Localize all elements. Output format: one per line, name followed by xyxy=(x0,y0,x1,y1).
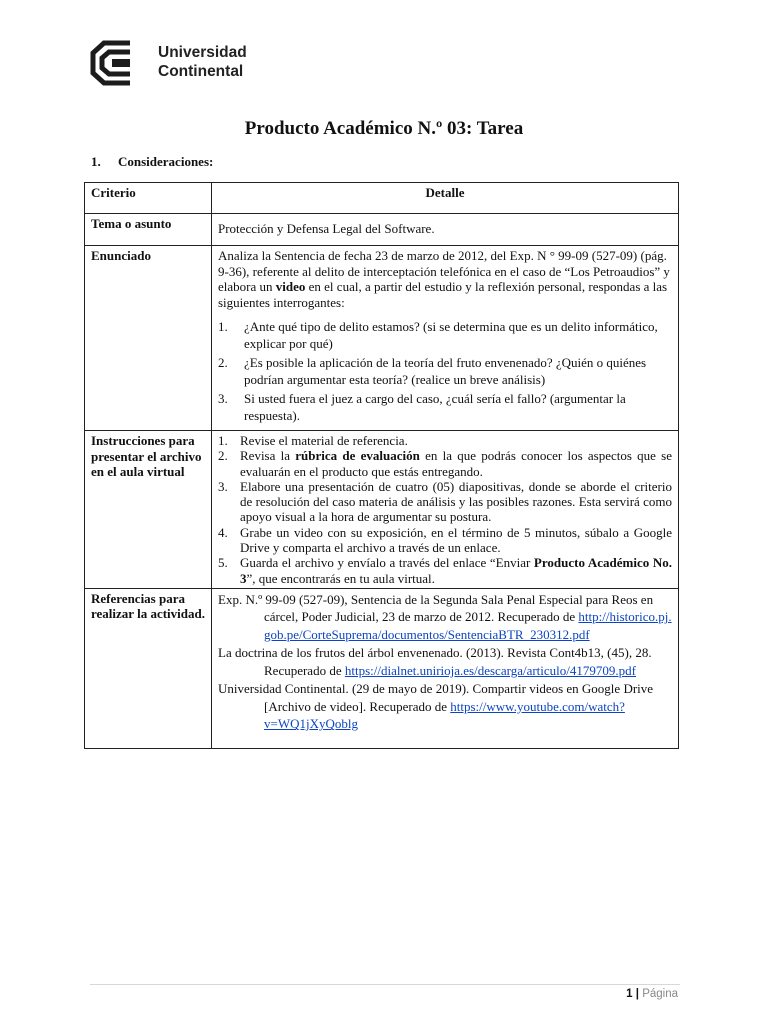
row-referencias xyxy=(85,588,679,748)
instruction-text-b: ”, que encontrarás en tu aula virtual. xyxy=(246,570,435,586)
list-item xyxy=(218,354,672,388)
question-text: ¿Es posible la aplicación de la teoría del fruto envenenado? ¿Quién o quiénes podrían argumentar esta teoría? (realice un breve análisis) xyxy=(244,355,647,387)
instruction-text xyxy=(240,555,672,586)
enunciado-intro xyxy=(218,248,672,310)
tema-cell xyxy=(212,214,679,246)
question-text: Si usted fuera el juez a cargo del caso, ¿cuál sería el fallo? (argumentar la respuesta). xyxy=(244,391,626,423)
reference-text: Universidad Continental. (29 de mayo de 2019). Compartir videos en Google Drive [Archivo de video]. Recuperado de xyxy=(218,681,654,714)
enunciado-intro-a: Analiza la Sentencia de fecha 23 de marzo de 2012, del Exp. N ° 99-09 (527-09) (pág. 9-36), referente al delito de interceptación telefónica en el caso de “Los Petroaudios” y elabora un xyxy=(218,248,670,294)
list-item xyxy=(218,479,672,525)
reference-text: La doctrina de los frutos del árbol envenenado. (2013). Revista Cont4b13, (45), 28. Recuperado de xyxy=(218,645,652,678)
instruction-number: 4. xyxy=(218,524,228,540)
section-label: Consideraciones: xyxy=(118,154,214,169)
instrucciones-cell xyxy=(212,431,679,589)
question-number: 3. xyxy=(218,391,228,406)
instruction-text-a: Guarda el archivo y envíalo a través del enlace “Enviar xyxy=(240,555,534,571)
reference-item xyxy=(218,591,672,644)
row-tema xyxy=(85,214,679,246)
reference-item xyxy=(218,644,672,679)
table-header-row xyxy=(85,183,679,214)
referencias-label: Referencias para realizar la actividad. xyxy=(85,588,212,748)
instruction-text-b: en la que podrás conocer los aspectos que se evaluarán en el producto que estás entregando. xyxy=(240,448,673,479)
instruction-text-a: Revisa la xyxy=(240,448,296,464)
logo-line-2: Continental xyxy=(158,63,244,80)
list-item xyxy=(218,555,672,586)
list-item xyxy=(218,433,672,448)
question-number: 2. xyxy=(218,355,228,370)
footer-divider xyxy=(90,984,680,985)
reference-link[interactable]: https://dialnet.unirioja.es/descarga/articulo/4179709.pdf xyxy=(344,662,636,678)
tema-value: Protección y Defensa Legal del Software. xyxy=(218,221,435,236)
page-title: Producto Académico N.º 03: Tarea xyxy=(244,118,524,139)
list-item xyxy=(218,448,672,479)
instruction-number: 2. xyxy=(218,448,228,464)
instructions-list xyxy=(218,433,672,586)
questions-list xyxy=(218,318,672,424)
instruction-number: 5. xyxy=(218,555,228,571)
instruction-text: Elabore una presentación de cuatro (05) diapositivas, donde se aborde el criterio de resolución del caso materia de análisis y las posibles razones. Esta servirá como apoyo visual a la hora de argumentar su postura. xyxy=(240,478,672,525)
tema-label: Tema o asunto xyxy=(85,214,212,246)
row-enunciado xyxy=(85,246,679,431)
page-footer xyxy=(626,988,678,1000)
section-number: 1. xyxy=(91,154,101,169)
question-number: 1. xyxy=(218,319,228,334)
instrucciones-label: Instrucciones para presentar el archivo en el aula virtual xyxy=(85,431,212,589)
header-criterio: Criterio xyxy=(85,183,212,214)
logo-wordmark xyxy=(158,43,247,81)
reference-link[interactable]: https://www.youtube.com/watch?v=WQ1jXyQoblg xyxy=(264,698,625,732)
header-detalle: Detalle xyxy=(212,183,679,214)
logo-line-1: Universidad xyxy=(158,44,247,61)
list-item xyxy=(218,525,672,556)
instruction-text xyxy=(240,448,672,479)
row-instrucciones xyxy=(85,431,679,589)
instruction-text: Revise el material de referencia. xyxy=(240,433,408,448)
enunciado-cell xyxy=(212,246,679,431)
university-logo xyxy=(90,40,290,86)
reference-text: Exp. N.º 99-09 (527-09), Sentencia de la Segunda Sala Penal Especial para Reos en cárcel, Poder Judicial, 23 de marzo de 2012. Recuperado de xyxy=(218,591,654,625)
instruction-number: 1. xyxy=(218,433,228,448)
instruction-text: Grabe un video con su exposición, en el término de 5 minutos, súbalo a Google Drive y comparta el archivo a través de un enlace. xyxy=(240,524,672,556)
question-text: ¿Ante qué tipo de delito estamos? (si se determina que es un delito informático, explicar por qué) xyxy=(244,319,658,351)
page-label: Página xyxy=(642,988,678,1000)
enunciado-intro-b: en el cual, a partir del estudio y la reflexión personal, respondas a las siguientes interrogantes: xyxy=(218,279,668,310)
instruction-text-bold: rúbrica de evaluación xyxy=(295,448,420,464)
referencias-cell xyxy=(212,588,679,748)
instruction-number: 3. xyxy=(218,478,228,494)
reference-item xyxy=(218,680,672,733)
considerations-table xyxy=(84,182,679,749)
section-heading xyxy=(91,154,213,170)
page-number: 1 xyxy=(626,988,633,1000)
enunciado-intro-bold: video xyxy=(275,279,306,294)
list-item xyxy=(218,318,672,352)
list-item xyxy=(218,390,672,424)
footer-separator: | xyxy=(635,988,639,1000)
logo-mark-icon xyxy=(90,40,150,86)
instruction-text-bold: Producto Académico No. 3 xyxy=(240,555,672,586)
reference-link[interactable]: http://historico.pj.gob.pe/CorteSuprema/documentos/SentenciaBTR_230312.pdf xyxy=(264,609,672,642)
enunciado-label: Enunciado xyxy=(85,246,212,431)
